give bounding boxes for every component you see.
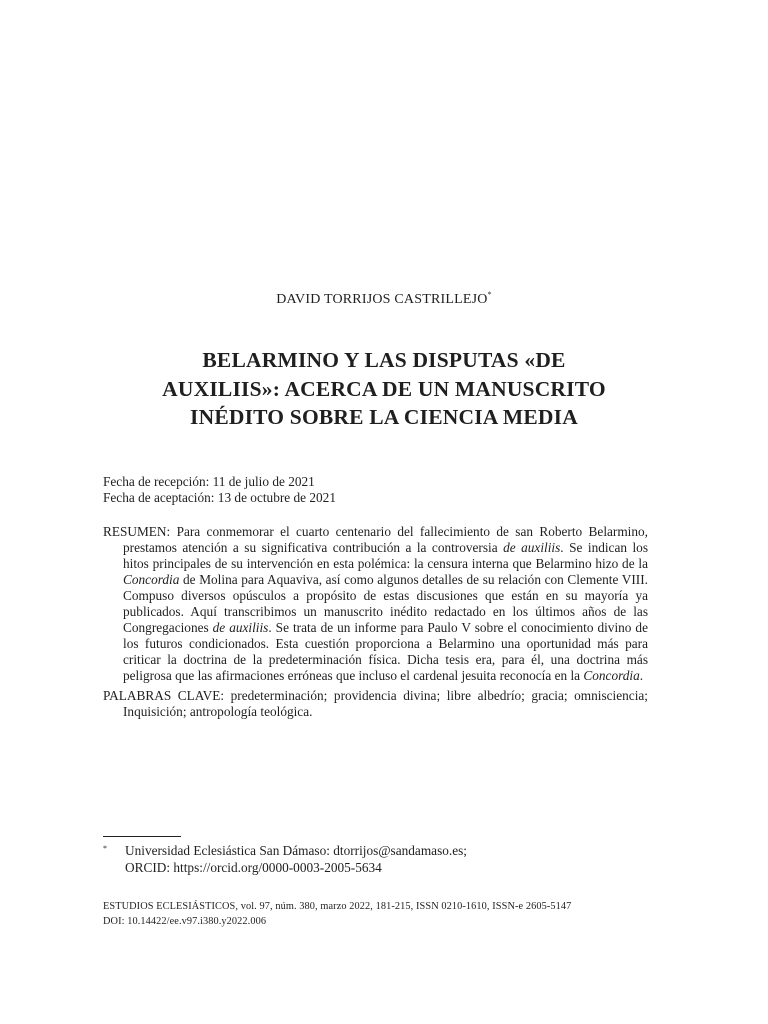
journal-citation: ESTUDIOS ECLESIÁSTICOS, vol. 97, núm. 380, marzo 2022, 181-215, ISSN 0210-1610, ISSN-e 2605-5147 (103, 901, 572, 912)
title-line: AUXILIIS»: ACERCA DE UN MANUSCRITO (162, 376, 606, 401)
footnote-divider (103, 836, 181, 837)
abstract-text: . Se trata de un informe para Paulo V sobre el conocimiento divino de los futuros condicionados. Esta cuestión proporciona a Belarmino una oportunidad más para criticar la doctrina de la predeterminación física. Dicha tesis era, para él, una doctrina más peligrosa que las afirmaciones erróneas que incluso el cardenal jesuita reconocía en la (123, 620, 648, 683)
footnote-affiliation: Universidad Eclesiástica San Dámaso: dtorrijos@sandamaso.es; (125, 843, 467, 858)
title-line: BELARMINO Y LAS DISPUTAS «DE (202, 348, 566, 372)
author-footnote-mark: * (487, 290, 492, 299)
journal-info (103, 899, 663, 929)
abstract-text: Para conmemorar el cuarto centenario del fallecimiento de san Roberto Belarmino, prestamos atención a su significativa contribución a la controversia (123, 524, 648, 555)
abstract-text: . Se indican los hitos principales de su intervención en esta polémica: la censura interna que Belarmino hizo de la (123, 540, 648, 571)
keywords-paragraph (103, 688, 648, 720)
keywords-text: predeterminación; providencia divina; libre albedrío; gracia; omnisciencia; Inquisición; antropología teológica. (123, 688, 648, 719)
abstract-label: RESUMEN: (103, 524, 171, 539)
abstract-italic: Concordia (583, 668, 640, 683)
submission-dates (103, 474, 663, 506)
author-name: DAVID TORRIJOS CASTRILLEJO (276, 292, 488, 307)
abstract-italic: de auxiliis (212, 620, 269, 635)
article-title (104, 346, 664, 432)
acceptance-date: Fecha de aceptación: 13 de octubre de 2021 (103, 490, 336, 505)
abstract-text: . (639, 668, 644, 683)
abstract-paragraph (103, 524, 648, 684)
abstract-italic: de auxiliis (503, 540, 561, 555)
footnote-mark: * (103, 844, 107, 853)
title-line: INÉDITO SOBRE LA CIENCIA MEDIA (190, 405, 578, 429)
journal-doi: DOI: 10.14422/ee.v97.i380.y2022.006 (103, 916, 267, 927)
footnote-orcid: ORCID: https://orcid.org/0000-0003-2005-5634 (125, 860, 382, 875)
abstract-block (103, 524, 648, 720)
author-footnote (103, 842, 648, 876)
abstract-italic: Concordia (123, 572, 180, 587)
author-line (0, 290, 768, 308)
abstract-text: de Molina para Aquaviva, así como algunos detalles de su relación con Clemente VIII. Compuso diversos opúsculos a propósito de estas discusiones que están en su mayoría ya publicados. Aquí transcribimos un manuscrito inédito redactado en los últimos años de las Congregaciones (123, 572, 648, 635)
keywords-label: PALABRAS CLAVE: (103, 688, 225, 703)
reception-date: Fecha de recepción: 11 de julio de 2021 (103, 474, 315, 489)
